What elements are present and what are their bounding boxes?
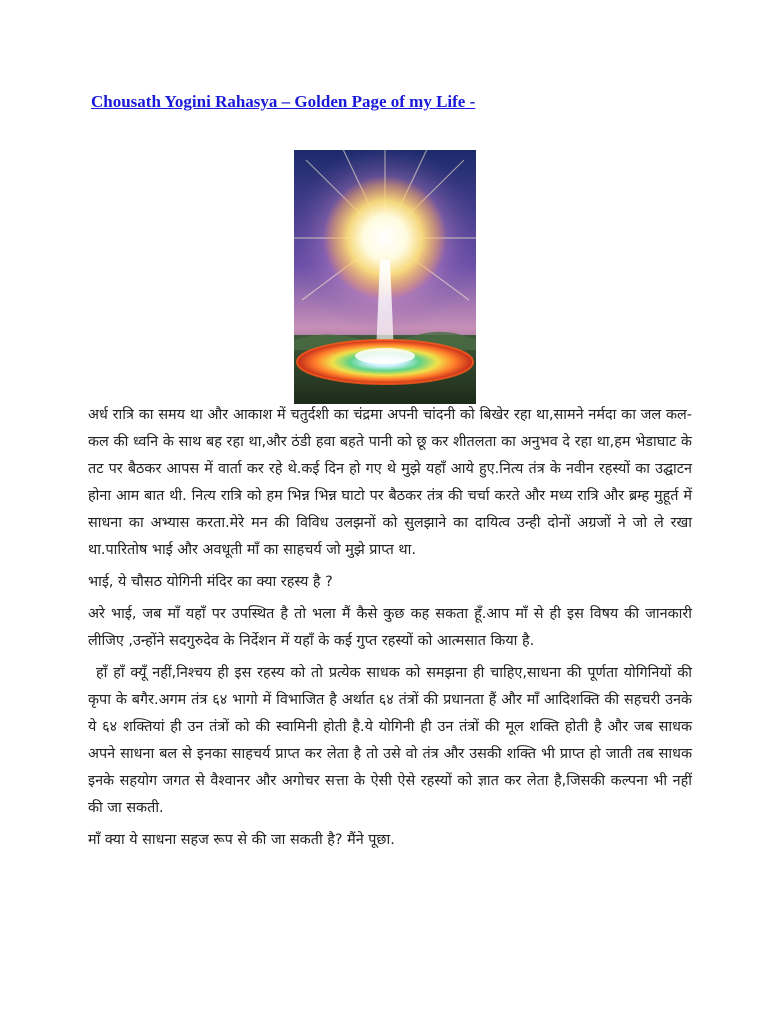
article-body (88, 402, 692, 859)
paragraph-question: भाई, ये चौसठ योगिनी मंदिर का क्या रहस्य है ? (88, 574, 333, 590)
paragraph-explanation: हाँ हाँ क्यूँ नहीं,निश्चय ही इस रहस्य को तो प्रत्येक साधक को समझना ही चाहिए,साधना की पूर्णता योगिनियों की कृपा के बगैर.अगम तंत्र ६४ भागो में विभाजित है अर्थात ६४ तंत्रों की प्रधानता हैं और माँ आदिशक्ति की सहचरी उनके ये ६४ शक्तियां ही उन तंत्रों को की स्वामिनी होती है.ये योगिनी ही उन तंत्रों की मूल शक्ति होती है और जब साधक अपने साधना बल से इनका साहचर्य प्राप्त कर लेता है तो उसे वो तंत्र और उसकी शक्ति भी प्राप्त हो जाती तब साधक इनके सहयोग जगत से वैश्वानर और अगोचर सत्ता के ऐसी ऐसे रहस्यों को ज्ञात कर लेता है,जिसकी कल्पना भी नहीं की जा सकती. (88, 665, 692, 816)
paragraph-reply: अरे भाई, जब माँ यहाँ पर उपस्थित है तो भला मैं कैसे कुछ कह सकता हूँ.आप माँ से ही इस विषय की जानकारी लीजिए ,उन्होंने सदगुरुदेव के निर्देशन में यहाँ के कई गुप्त रहस्यों को आत्मसात किया है. (88, 606, 692, 649)
paragraph-intro: अर्ध रात्रि का समय था और आकाश में चतुर्दशी का चंद्रमा अपनी चांदनी को बिखेर रहा था,सामने नर्मदा का जल कल-कल की ध्वनि के साथ बह रहा था,और ठंडी हवा बहते पानी को छू कर शीतलता का अनुभव दे रहा था,हम भेडाघाट के तट पर बैठकर आपस में वार्ता कर रहे थे.कई दिन हो गए थे मुझे यहाँ आये हुए.नित्य तंत्र के नवीन रहस्यों का उद्घाटन होना आम बात थी. नित्य रात्रि को हम भिन्न भिन्न घाटो पर बैठकर तंत्र की चर्चा करते और मध्य रात्रि और ब्रम्ह मुहूर्त में साधना का अभ्यास करता.मेरे मन की विविध उलझनों को सुलझाने का दायित्व उन्ही दोनों अग्रजों ने जो ले रखा था.पारितोष भाई और अवधूती माँ का साहचर्य जो मुझे प्राप्त था. (88, 407, 692, 558)
paragraph-final-question: माँ क्या ये साधना सहज रूप से की जा सकती है? मैंने पूछा. (88, 832, 395, 848)
page-title-link[interactable]: Chousath Yogini Rahasya – Golden Page of my Life - (91, 92, 476, 111)
radiant-light-image (294, 150, 476, 404)
radiant-light-burst-icon (294, 150, 476, 404)
